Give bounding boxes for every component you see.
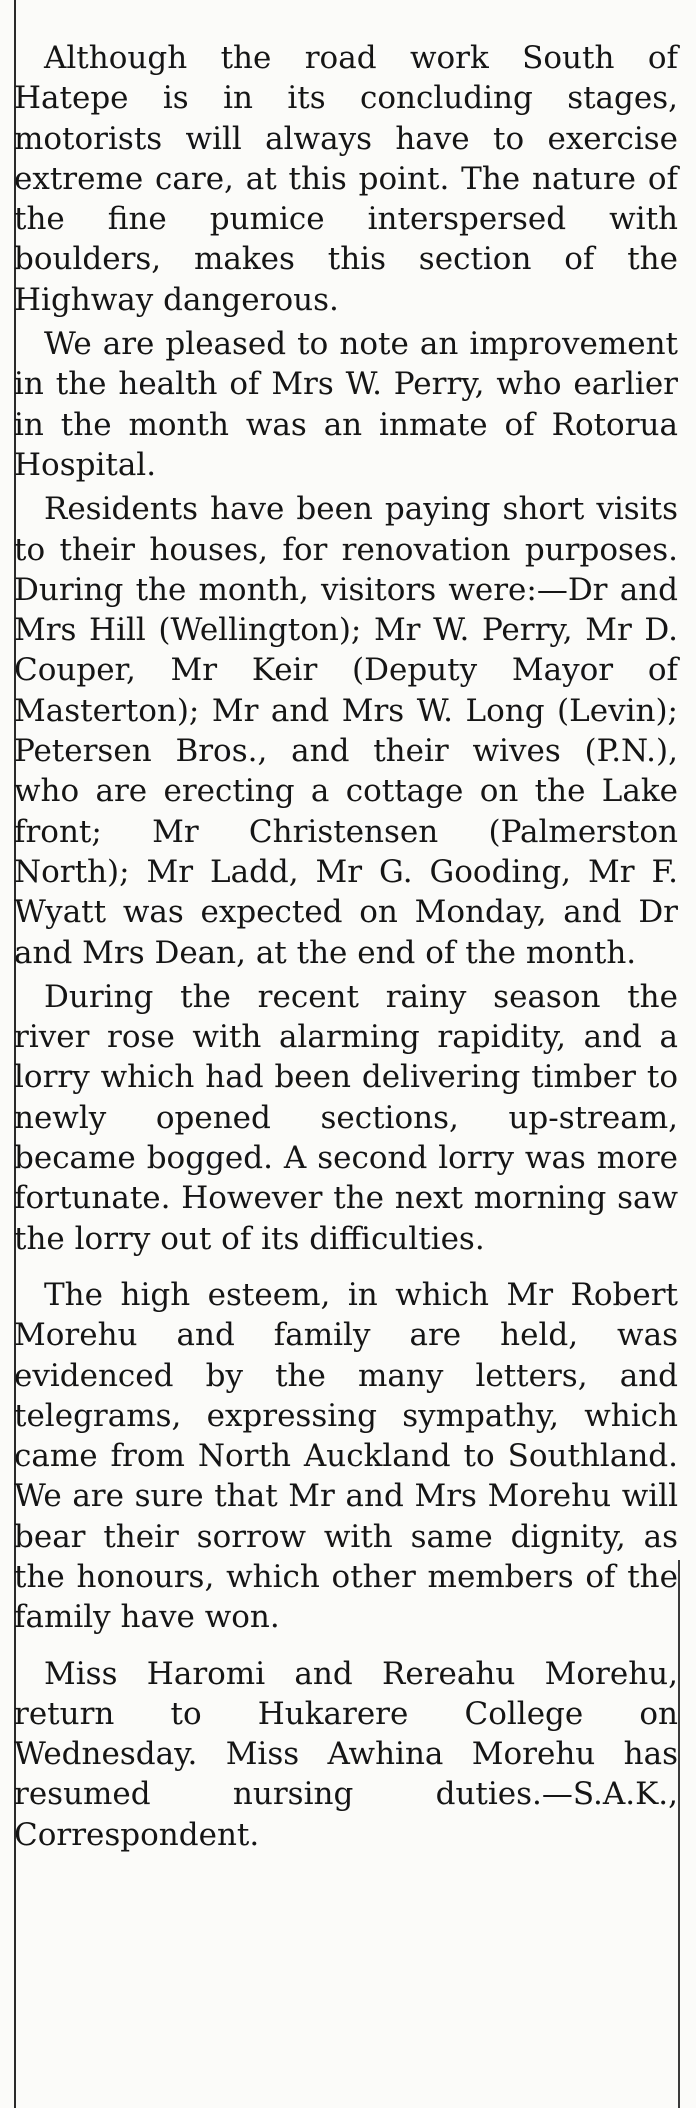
paragraph-sympathy: The high esteem, in which Mr Robert Morehu and family are held, was evidenced by the many letters, and telegrams, expressing sympathy, which came from North Auckland to Southland. We are sure that Mr and Mrs Morehu will bear their sorrow with same dignity, as the honours, which other members of the family have won.: [14, 1276, 678, 1636]
paragraph-road-work: Although the road work South of Hatepe is in its concluding stages, motorists will always have to exercise extreme care, at this point. The nature of the fine pumice interspersed with boulders, makes this section of the Highway dangerous.: [14, 40, 678, 318]
article-column: [14, 38, 678, 1855]
paragraph-health-note: We are pleased to note an improvement in the health of Mrs W. Perry, who earlier in the month was an inmate of Rotorua Hospital.: [14, 326, 678, 483]
paragraph-river-lorry: During the recent rainy season the river rose with alarming rapidity, and a lorry which had been delivering timber to newly opened sections, up-stream, became bogged. A second lorry was more fortunate. However the next morning saw the lorry out of its difficulties.: [14, 978, 678, 1257]
paragraph-visitors: Residents have been paying short visits to their houses, for renovation purposes. During the month, visitors were:—Dr and Mrs Hill (Wellington); Mr W. Perry, Mr D. Couper, Mr Keir (Deputy Mayor of Masterton); Mr and Mrs W. Long (Levin); Petersen Bros., and their wives (P.N.), who are erecting a cottage on the Lake front; Mr Christensen (Palmerston North); Mr Ladd, Mr G. Gooding, Mr F. Wyatt was expected on Monday, and Dr and Mrs Dean, at the end of the month.: [14, 491, 678, 971]
paragraph-college-return: Miss Haromi and Rereahu Morehu, return to Hukarere College on Wednesday. Miss Awhina Morehu has resumed nursing duties.—S.A.K., Correspondent.: [14, 1655, 678, 1853]
column-rule-right: [678, 1560, 680, 2108]
